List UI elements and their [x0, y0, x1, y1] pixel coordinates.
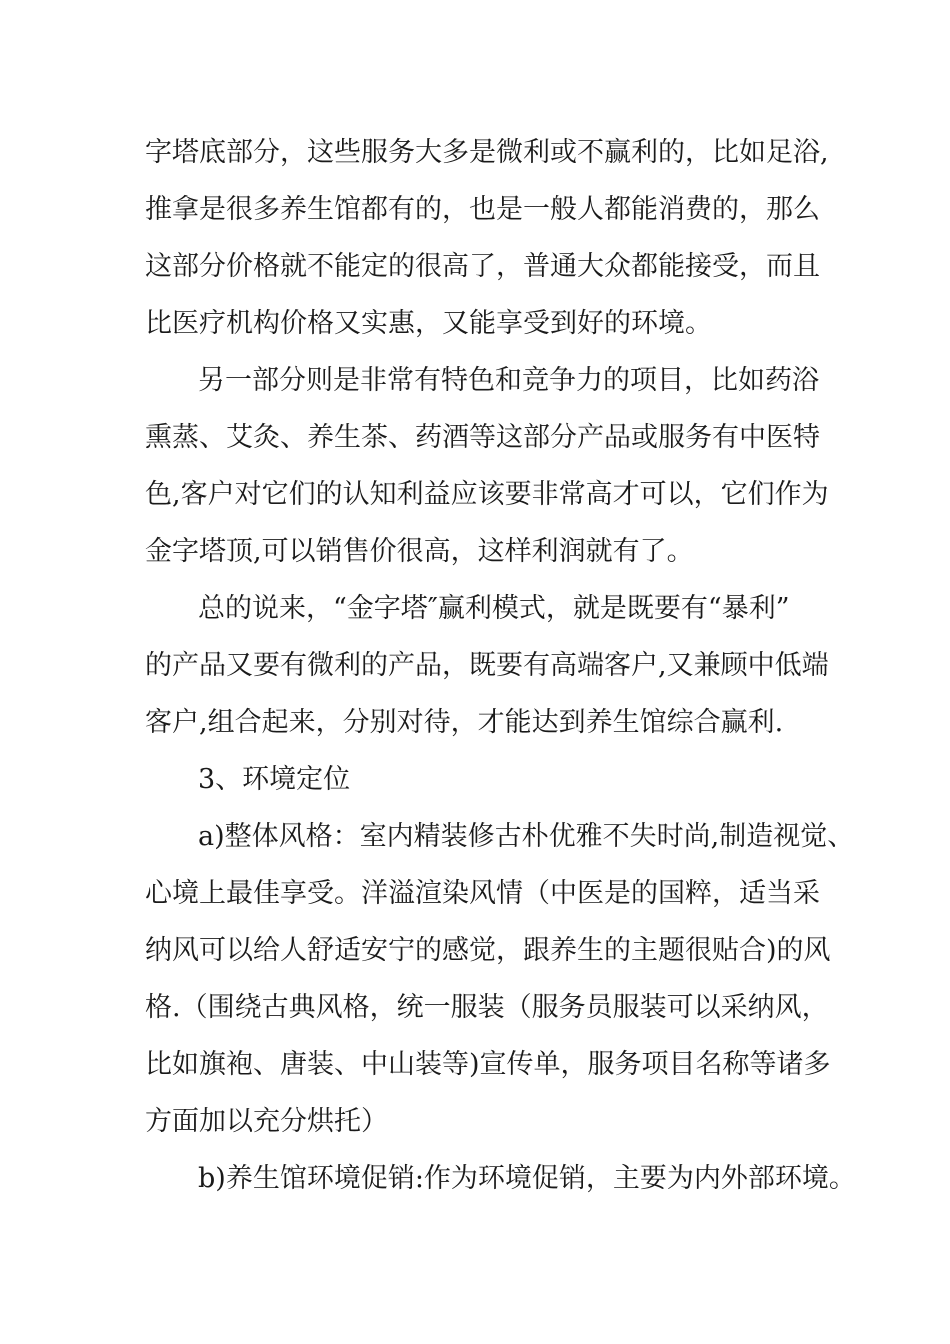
- text-line: 的产品又要有微利的产品，既要有高端客户,又兼顾中低端: [145, 650, 829, 681]
- text-line: 这部分价格就不能定的很高了，普通大众都能接受，而且: [145, 251, 820, 282]
- text-line: 格.（围绕古典风格，统一服装（服务员服装可以采纳风，: [145, 992, 829, 1023]
- paragraph-start-line: 总的说来，“金字塔″赢利模式，就是既要有“暴利”: [198, 593, 790, 624]
- paragraph-start-line: 另一部分则是非常有特色和竞争力的项目，比如药浴: [198, 365, 819, 396]
- text-line: 客户,组合起来，分别对待，才能达到养生馆综合赢利.: [145, 707, 784, 738]
- text-line: 心境上最佳享受。洋溢渲染风情（中医是的国粹，适当采: [145, 878, 820, 909]
- text-line: 比如旗袍、唐装、中山装等)宣传单，服务项目名称等诸多: [145, 1049, 831, 1080]
- paragraph-start-line: a)整体风格：室内精装修古朴优雅不失时尚,制造视觉、: [198, 821, 855, 852]
- text-line: 字塔底部分，这些服务大多是微利或不赢利的，比如足浴,: [145, 137, 829, 168]
- text-line: 方面加以充分烘托）: [145, 1106, 388, 1137]
- paragraph-start-line: b)养生馆环境促销:作为环境促销，主要为内外部环境。: [198, 1163, 856, 1194]
- text-line: 纳风可以给人舒适安宁的感觉，跟养生的主题很贴合)的风: [145, 935, 831, 966]
- text-line: 比医疗机构价格又实惠，又能享受到好的环境。: [145, 308, 712, 339]
- text-line: 色,客户对它们的认知利益应该要非常高才可以，它们作为: [145, 479, 829, 510]
- section-heading: 3、环境定位: [198, 764, 351, 795]
- text-line: 熏蒸、艾灸、养生茶、药酒等这部分产品或服务有中医特: [145, 422, 820, 453]
- text-line: 金字塔顶,可以销售价很高，这样利润就有了。: [145, 536, 694, 567]
- text-line: 推拿是很多养生馆都有的，也是一般人都能消费的，那么: [145, 194, 820, 225]
